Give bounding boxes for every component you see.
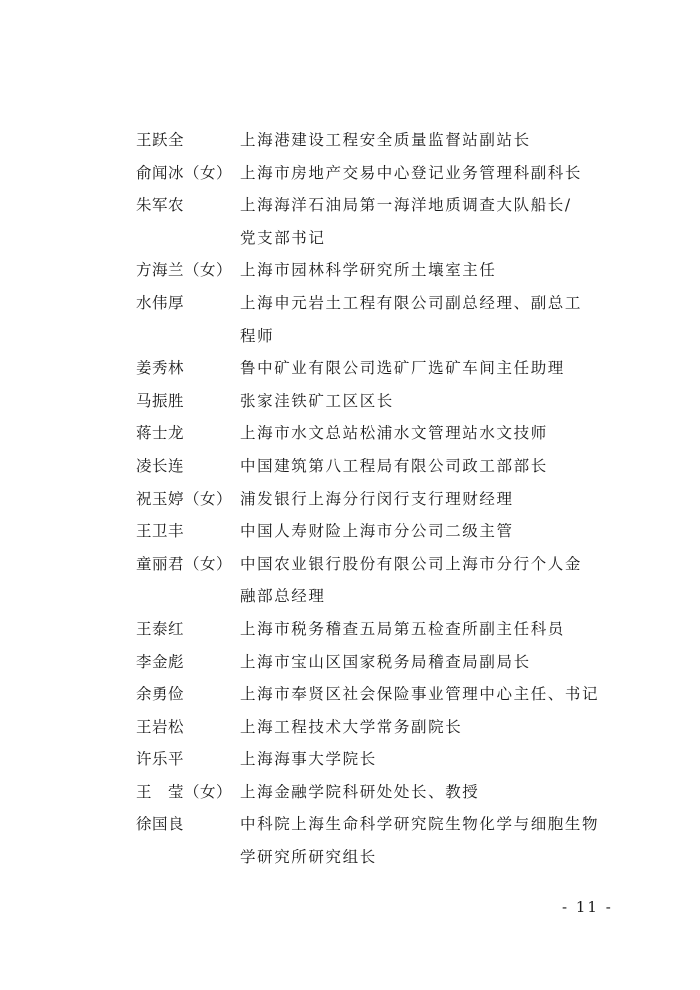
person-name: 许乐平 [136,750,185,769]
list-item [136,189,616,254]
title-line: 上海申元岩土工程有限公司副总经理、副总工 [240,293,583,312]
person-title [240,124,616,157]
person-name: 王 莹（女） [136,782,233,801]
title-line: 中国农业银行股份有限公司上海市分行个人金 [240,554,583,573]
list-item [136,515,616,548]
title-line: 学研究所研究组长 [240,848,377,867]
person-title [240,776,616,809]
title-line: 浦发银行上海分行闵行支行理财经理 [240,489,514,508]
title-line: 中科院上海生命科学研究院生物化学与细胞生物 [240,815,600,834]
title-line: 上海市宝山区国家税务局稽查局副局长 [240,652,531,671]
title-line: 鲁中矿业有限公司选矿厂选矿车间主任助理 [240,359,565,378]
list-item [136,157,616,190]
title-line: 上海市水文总站松浦水文管理站水文技师 [240,424,548,443]
person-name: 余勇俭 [136,685,185,704]
list-item [136,385,616,418]
person-name: 凌长连 [136,456,185,475]
title-line: 程师 [240,326,275,345]
person-name: 王泰红 [136,619,185,638]
person-title [240,385,616,418]
person-name: 王岩松 [136,717,185,736]
list-item [136,678,616,711]
person-name: 俞闻冰（女） [136,163,233,182]
title-line: 上海市奉贤区社会保险事业管理中心主任、书记 [240,685,600,704]
title-line: 上海市园林科学研究所土壤室主任 [240,261,497,280]
list-item [136,613,616,646]
person-title [240,483,616,516]
person-name: 马振胜 [136,391,185,410]
person-name: 祝玉婷（女） [136,489,233,508]
title-line: 上海港建设工程安全质量监督站副站长 [240,131,531,149]
title-line: 上海市房地产交易中心登记业务管理科副科长 [240,163,583,182]
list-item [136,646,616,679]
title-line: 上海金融学院科研处处长、教授 [240,782,480,801]
person-name: 王卫丰 [136,522,185,541]
list-item [136,417,616,450]
person-title [240,613,616,646]
personnel-list [136,124,616,874]
title-line: 党支部书记 [240,228,326,247]
person-name: 童丽君（女） [136,554,233,573]
title-line: 融部总经理 [240,587,326,606]
list-item [136,776,616,809]
list-item [136,808,616,873]
title-line: 上海工程技术大学常务副院长 [240,717,463,736]
person-title [240,646,616,679]
page-number: - 11 - [562,898,613,916]
person-title [240,711,616,744]
person-name: 徐国良 [136,815,185,834]
list-item [136,124,616,157]
title-line: 中国建筑第八工程局有限公司政工部部长 [240,456,548,475]
person-title [240,254,616,287]
person-name: 水伟厚 [136,293,185,312]
person-name: 蒋士龙 [136,424,185,443]
title-line: 上海海事大学院长 [240,750,377,769]
person-name: 王跃全 [136,131,185,149]
title-line: 张家洼铁矿工区区长 [240,391,394,410]
person-title [240,157,616,190]
person-title [240,808,616,873]
title-line: 上海市税务稽查五局第五检查所副主任科员 [240,619,565,638]
person-name: 李金彪 [136,652,185,671]
list-item [136,548,616,613]
list-item [136,287,616,352]
list-item [136,711,616,744]
person-title [240,287,616,352]
person-name: 方海兰（女） [136,261,233,280]
person-title [240,548,616,613]
title-line: 上海海洋石油局第一海洋地质调查大队船长/ [240,196,572,215]
list-item [136,483,616,516]
person-title [240,417,616,450]
person-title [240,743,616,776]
person-title [240,450,616,483]
list-item [136,450,616,483]
list-item [136,743,616,776]
person-name: 朱军农 [136,196,185,215]
title-line: 中国人寿财险上海市分公司二级主管 [240,522,514,541]
person-name: 姜秀林 [136,359,185,378]
list-item [136,352,616,385]
person-title [240,515,616,548]
person-title [240,189,616,254]
person-title [240,678,616,711]
list-item [136,254,616,287]
person-title [240,352,616,385]
